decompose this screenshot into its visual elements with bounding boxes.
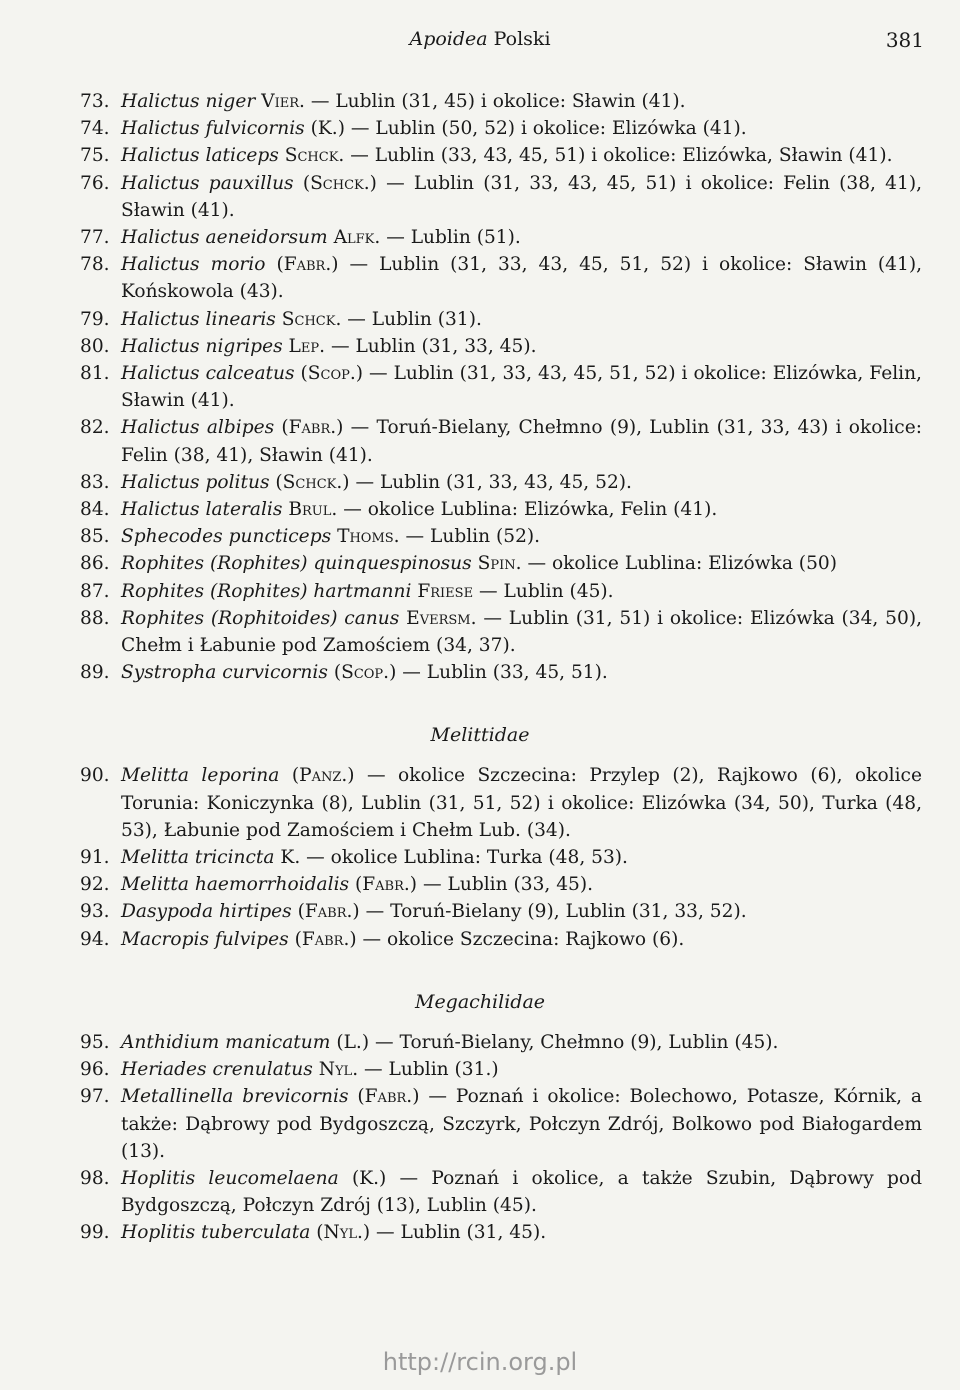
- species-entry: [0, 360, 960, 414]
- entry-localities: — okolice Lublina: Turka (48, 53).: [300, 847, 628, 869]
- entry-localities: — Lublin (31, 33, 43, 45, 51) i okolice: Felin (38, 41), Sławin (41).: [121, 172, 922, 221]
- author-name: Thoms.: [337, 526, 400, 548]
- species-name: Hoplitis tuberculata: [121, 1222, 311, 1244]
- author-name: Spin.: [477, 553, 522, 575]
- entry-number: 87.: [80, 580, 110, 602]
- entry-localities: — Lublin (45).: [473, 580, 614, 602]
- species-entry: [0, 88, 960, 115]
- entry-localities: — Lublin (31, 45).: [370, 1222, 547, 1244]
- species-name: Halictus morio: [121, 254, 266, 276]
- species-entry: [0, 142, 960, 169]
- species-entry: [0, 550, 960, 577]
- section-heading-melittidae: Melittidae: [430, 724, 530, 747]
- running-title-italic: Apoidea: [409, 28, 488, 50]
- entry-number: 88.: [80, 607, 110, 629]
- species-entry: [0, 1219, 960, 1246]
- entry-number: 98.: [80, 1167, 110, 1189]
- entry-space: [279, 765, 291, 786]
- species-name: Halictus politus: [121, 471, 270, 493]
- footer-url: http://rcin.org.pl: [382, 1348, 578, 1376]
- entry-localities: — okolice Lublina: Elizówka, Felin (41).: [337, 499, 718, 521]
- entry-number: 85.: [80, 526, 110, 548]
- entry-number: 83.: [80, 471, 110, 493]
- running-title-rest: Polski: [487, 28, 551, 50]
- entry-localities: — Toruń-Bielany, Chełmno (9), Lublin (45).: [369, 1031, 779, 1053]
- entry-number: 92.: [80, 874, 110, 896]
- entries-halictidae: [0, 88, 960, 686]
- species-name: Halictus laticeps: [121, 145, 279, 167]
- species-entry: [0, 1083, 960, 1165]
- entry-localities: — Lublin (31, 33, 43, 45, 51, 52) i okolice: Elizówka, Felin, Sławin (41).: [121, 363, 922, 412]
- entry-localities: — Lublin (31, 51) i okolice: Elizówka (34, 50), Chełm i Łabunie pod Zamościem (34, 37).: [121, 607, 923, 657]
- author-name: (K.): [310, 118, 345, 140]
- entry-localities: — okolice Szczecina: Rajkowo (6).: [356, 928, 685, 950]
- author-name: (K.): [351, 1167, 387, 1189]
- entries-megachilidae: [0, 1029, 960, 1247]
- entry-number: 82.: [80, 417, 110, 439]
- author-name: Alfk.: [333, 227, 381, 249]
- entry-number: 97.: [80, 1086, 110, 1108]
- species-name: Halictus linearis: [121, 308, 276, 330]
- species-entry: [0, 1056, 960, 1083]
- entry-number: 90.: [80, 765, 110, 787]
- author-name: Vier.: [261, 91, 305, 112]
- species-entry: [0, 898, 960, 925]
- species-name: Hoplitis leucomelaena: [121, 1167, 339, 1189]
- species-entry: [0, 871, 960, 898]
- species-entry: [0, 762, 960, 844]
- entry-localities: — Toruń-Bielany (9), Lublin (31, 33, 52).: [359, 901, 747, 923]
- entry-number: 79.: [80, 308, 110, 330]
- species-entry: [0, 523, 960, 550]
- entry-localities: — Lublin (50, 52) i okolice: Elizówka (41).: [344, 118, 747, 140]
- entry-localities: — Lublin (31, 33, 45).: [325, 335, 537, 357]
- entry-localities: — Lublin (52).: [399, 526, 541, 548]
- entry-number: 74.: [80, 118, 110, 140]
- author-name: (Nyl.): [316, 1222, 371, 1244]
- species-entry: [0, 224, 960, 251]
- author-name: (Schck.): [302, 172, 377, 194]
- species-entry: [0, 333, 960, 360]
- entry-number: 99.: [80, 1222, 110, 1244]
- section-heading-megachilidae: Megachilidae: [414, 990, 546, 1013]
- entry-number: 81.: [80, 363, 110, 385]
- entry-number: 77.: [80, 227, 110, 249]
- species-name: Rophites (Rophites) quinquespinosus: [121, 553, 472, 575]
- author-name: (Panz.): [291, 765, 355, 787]
- entry-localities: — Lublin (31, 33, 43, 45, 52).: [349, 471, 632, 493]
- entry-localities: — Lublin (33, 43, 45, 51) i okolice: Elizówka, Sławin (41).: [344, 145, 893, 167]
- species-name: Rophites (Rophitoides) canus: [121, 607, 400, 629]
- entry-localities: — Lublin (31, 33, 43, 45, 51, 52) i okolice: Sławin (41), Końskowola (43).: [121, 254, 923, 303]
- author-name: Friese: [417, 580, 474, 602]
- entry-localities: — okolice Lublina: Elizówka (50): [521, 553, 837, 575]
- author-name: Nyl.: [318, 1059, 359, 1081]
- species-name: Dasypoda hirtipes: [121, 901, 292, 923]
- entry-number: 93.: [80, 901, 110, 923]
- entry-localities: — Poznań i okolice: Bolechowo, Potasze, Kórnik, a także: Dąbrowy pod Bydgoszczą, Szczyrk, Połczyn Zdrój, Bolkowo pod Białogardem (13).: [121, 1086, 923, 1162]
- species-name: Halictus fulvicornis: [121, 118, 305, 140]
- species-entry: [0, 469, 960, 496]
- species-name: Melitta leporina: [121, 765, 280, 787]
- author-name: (Scop.): [333, 662, 397, 684]
- species-name: Systropha curvicornis: [121, 662, 328, 684]
- entries-melittidae: [0, 762, 960, 952]
- entry-number: 91.: [80, 847, 110, 869]
- entry-localities: — Lublin (31, 45) i okolice: Sławin (41).: [304, 91, 686, 112]
- species-name: Heriades crenulatus: [121, 1059, 313, 1081]
- author-name: (Fabr.): [297, 901, 360, 923]
- entry-space: [339, 1168, 352, 1189]
- species-name: Rophites (Rophites) hartmanni: [121, 580, 412, 602]
- entry-localities: — Lublin (33, 45, 51).: [396, 662, 608, 684]
- species-name: Halictus niger: [121, 91, 256, 112]
- species-entry: [0, 659, 960, 686]
- entry-localities: — Lublin (51).: [380, 227, 521, 249]
- species-entry: [0, 251, 960, 305]
- author-name: Lep.: [288, 335, 326, 357]
- entry-number: 95.: [80, 1031, 110, 1053]
- entry-number: 80.: [80, 335, 110, 357]
- author-name: (Fabr.): [357, 1086, 420, 1108]
- species-entry: [0, 306, 960, 333]
- author-name: Schck.: [284, 145, 345, 167]
- author-name: (Fabr.): [281, 417, 344, 439]
- author-name: Eversm.: [406, 607, 477, 629]
- entry-localities: — Toruń-Bielany, Chełmno (9), Lublin (31, 33, 43) i okolice: Felin (38, 41), Sławin (41).: [121, 417, 922, 466]
- entry-localities: — Lublin (33, 45).: [417, 874, 594, 896]
- species-name: Halictus lateralis: [121, 499, 283, 521]
- entry-space: [294, 173, 303, 194]
- entry-number: 78.: [80, 254, 110, 276]
- species-name: Anthidium manicatum: [121, 1031, 331, 1053]
- entry-number: 94.: [80, 928, 110, 950]
- running-title: [0, 28, 960, 50]
- species-entry: [0, 414, 960, 468]
- species-name: Metallinella brevicornis: [121, 1086, 349, 1108]
- page-number: 381: [885, 28, 924, 52]
- species-name: Halictus pauxillus: [121, 172, 294, 194]
- species-name: Melitta tricincta: [121, 847, 275, 869]
- entry-space: [265, 254, 276, 275]
- entry-number: 75.: [80, 145, 110, 167]
- author-name: K.: [280, 847, 301, 869]
- page-header: [0, 28, 960, 56]
- species-name: Macropis fulvipes: [121, 928, 289, 950]
- entry-number: 73.: [80, 91, 110, 112]
- entry-localities: — okolice Szczecina: Przylep (2), Rajkowo (6), okolice Torunia: Koniczynka (8), Lublin (31, 51, 52) i okolice: Elizówka (34, 50), Turka (48, 53), Łabunie pod Zamościem i Chełm Lub. (34).: [121, 765, 922, 841]
- entry-localities: — Lublin (31).: [341, 308, 482, 330]
- author-name: (Fabr.): [294, 928, 357, 950]
- species-entry: [0, 605, 960, 659]
- document-body: [0, 88, 960, 1247]
- entry-localities: — Poznań i okolice, a także Szubin, Dąbrowy pod Bydgoszczą, Połczyn Zdrój (13), Lublin (45).: [121, 1167, 923, 1217]
- species-entry: [0, 496, 960, 523]
- author-name: (Scop.): [300, 363, 364, 385]
- entry-number: 86.: [80, 553, 110, 575]
- species-name: Halictus aeneidorsum: [121, 227, 328, 249]
- entry-number: 96.: [80, 1059, 110, 1081]
- author-name: (Schck.): [275, 471, 350, 493]
- species-entry: [0, 1029, 960, 1056]
- entry-number: 76.: [80, 172, 110, 194]
- author-name: Schck.: [281, 308, 342, 330]
- author-name: (Fabr.): [355, 874, 418, 896]
- species-entry: [0, 844, 960, 871]
- species-name: Halictus calceatus: [121, 363, 295, 385]
- author-name: Brul.: [288, 499, 338, 521]
- species-entry: [0, 578, 960, 605]
- species-entry: [0, 170, 960, 224]
- entry-localities: — Lublin (31.): [358, 1059, 499, 1081]
- species-entry: [0, 926, 960, 953]
- species-name: Halictus albipes: [121, 417, 275, 439]
- species-entry: [0, 115, 960, 142]
- entry-number: 89.: [80, 662, 110, 684]
- species-name: Sphecodes puncticeps: [121, 526, 332, 548]
- author-name: (Fabr.): [276, 254, 339, 276]
- author-name: (L.): [336, 1031, 370, 1053]
- species-name: Halictus nigripes: [121, 335, 283, 357]
- entry-number: 84.: [80, 499, 110, 521]
- species-name: Melitta haemorrhoidalis: [121, 874, 350, 896]
- species-entry: [0, 1165, 960, 1219]
